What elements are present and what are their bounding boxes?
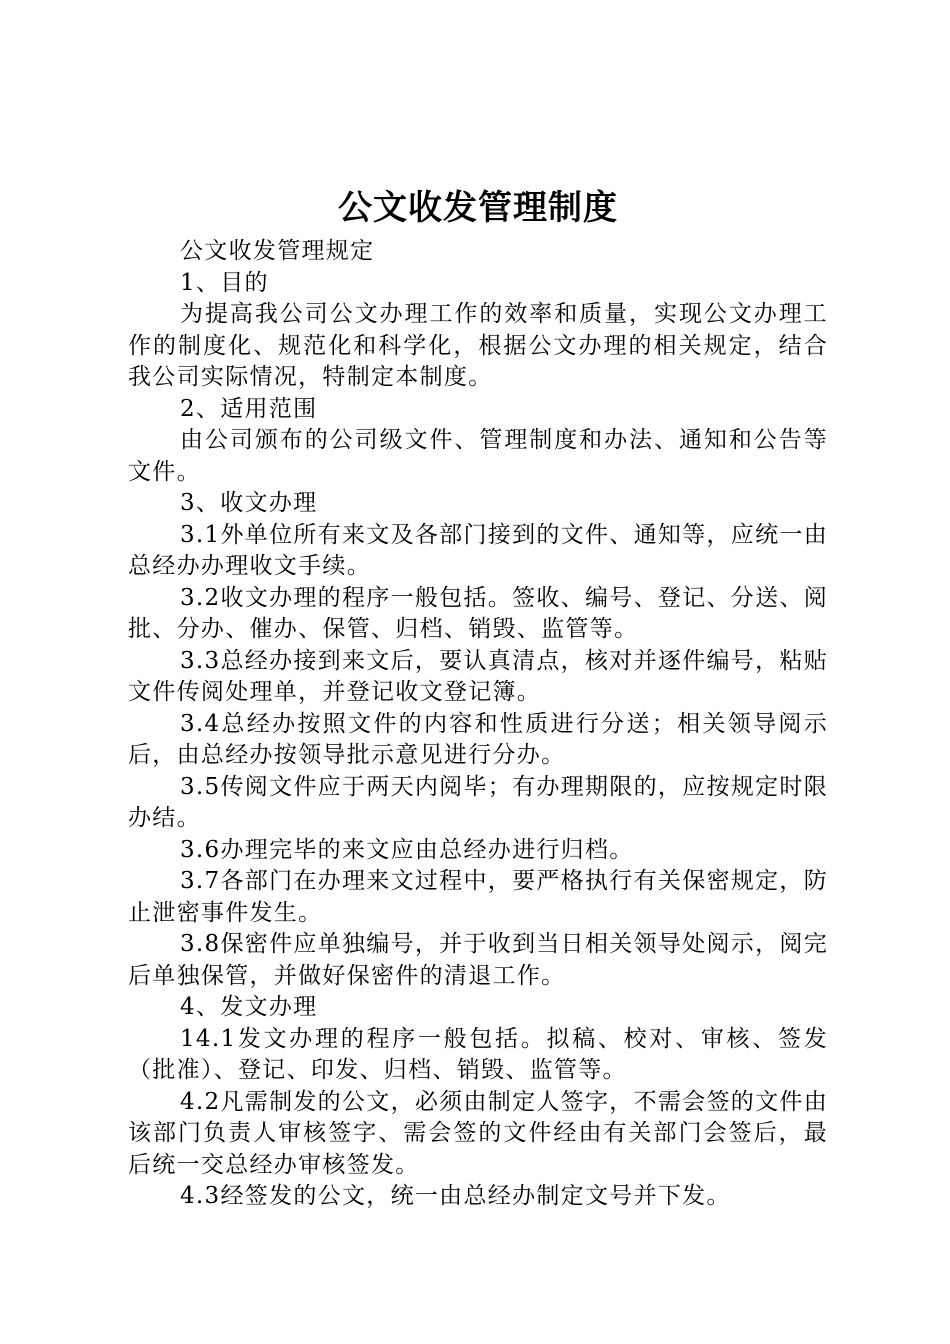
paragraph: 3.5传阅文件应于两天内阅毕；有办理期限的，应按规定时限办结。 — [128, 773, 828, 831]
document-title: 公文收发管理制度 — [338, 188, 618, 228]
paragraph: 3.8保密件应单独编号，并于收到当日相关领导处阅示，阅完后单独保管，并做好保密件的清退工作。 — [128, 931, 828, 989]
paragraph: 4.3经签发的公文，统一由总经办制定文号并下发。 — [180, 1183, 731, 1209]
paragraph: 3.6办理完毕的来文应由总经办进行归档。 — [180, 836, 634, 863]
section-heading: 2、适用范围 — [180, 395, 318, 422]
section-heading: 3、收文办理 — [180, 490, 318, 516]
paragraph: 3.7各部门在办理来文过程中，要严格执行有关保密规定，防止泄密事件发生。 — [128, 868, 828, 926]
paragraph: 3.3总经办接到来文后，要认真清点，核对并逐件编号，粘贴文件传阅处理单，并登记收文登记簿。 — [128, 647, 828, 705]
document-body — [128, 236, 828, 1213]
section-heading: 1、目的 — [180, 269, 269, 296]
paragraph: 4.2凡需制发的公文，必须由制定人签字，不需会签的文件由该部门负责人审核签字、需会签的文件经由有关部门会签后，最后统一交总经办审核签发。 — [128, 1088, 828, 1178]
paragraph: 3.4总经办按照文件的内容和性质进行分送；相关领导阅示后，由总经办按领导批示意见进行分办。 — [128, 710, 828, 768]
paragraph: 公文收发管理规定 — [180, 238, 375, 264]
paragraph: 3.2收文办理的程序一般包括。签收、编号、登记、分送、阅批、分办、催办、保管、归档、销毁、监管等。 — [128, 584, 828, 642]
paragraph: 由公司颁布的公司级文件、管理制度和办法、通知和公告等文件。 — [128, 427, 828, 485]
document-page — [128, 186, 828, 1213]
paragraph: 3.1外单位所有来文及各部门接到的文件、通知等，应统一由总经办办理收文手续。 — [128, 521, 828, 579]
paragraph: 为提高我公司公文办理工作的效率和质量，实现公文办理工作的制度化、规范化和科学化，根据公文办理的相关规定，结合我公司实际情况，特制定本制度。 — [128, 301, 828, 390]
paragraph: 14.1发文办理的程序一般包括。拟稿、校对、审核、签发（批准）、登记、印发、归档、销毁、监管等。 — [128, 1025, 828, 1083]
section-heading: 4、发文办理 — [180, 994, 318, 1020]
